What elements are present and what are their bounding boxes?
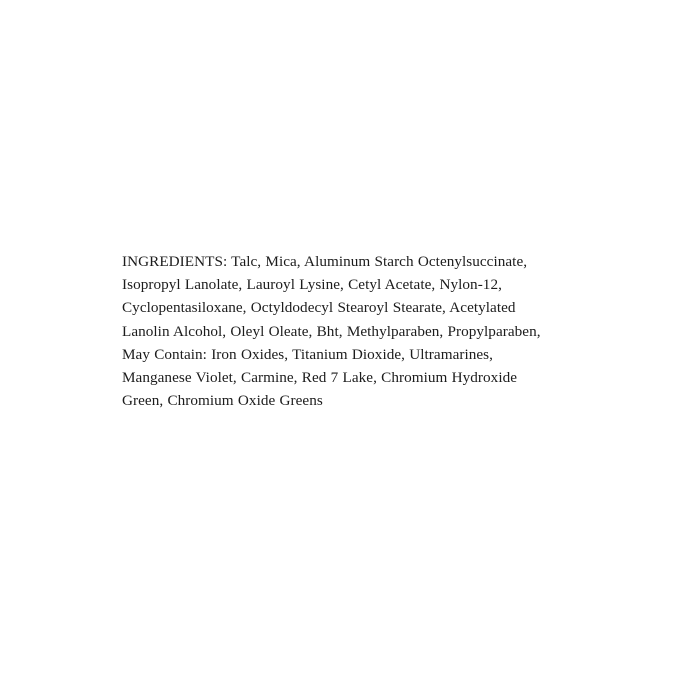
ingredients-paragraph: INGREDIENTS: Talc, Mica, Aluminum Starch Octenylsuccinate, Isopropyl Lanolate, Lauroyl Lysine, Cetyl Acetate, Nylon-12, Cyclopentasiloxane, Octyldodecyl Stearoyl Stearate, Acetylated Lanolin Alcohol, Oleyl Oleate, Bht, Methylparaben, Propylparaben, May Contain: Iron Oxides, Titanium Dioxide, Ultramarines, Manganese Violet, Carmine, Red 7 Lake, Chromium Hydroxide Green, Chromium Oxide Greens bbox=[122, 253, 545, 410]
ingredients-block bbox=[122, 250, 562, 412]
